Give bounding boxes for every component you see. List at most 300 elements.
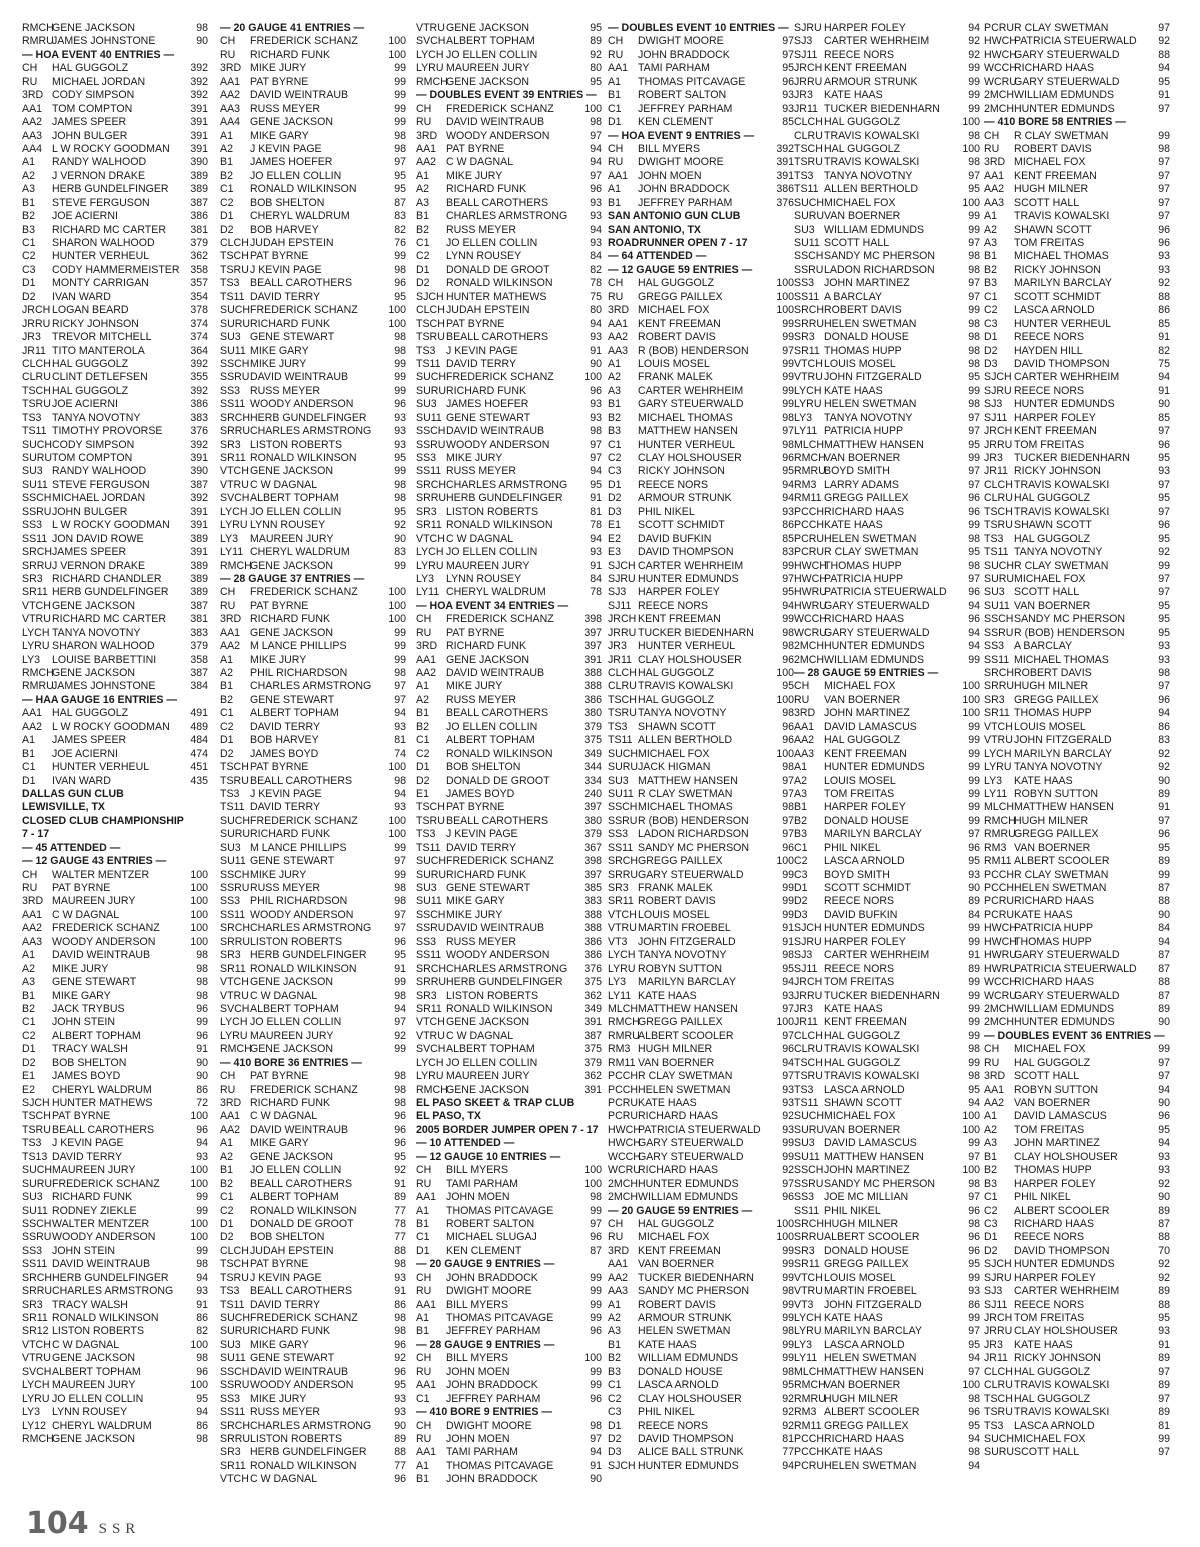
score: 98 xyxy=(968,156,980,169)
class-code: D1 xyxy=(984,1231,998,1244)
result-row xyxy=(794,680,980,693)
score: 93 xyxy=(968,868,980,881)
shooter-name: JOHN BRADDOCK xyxy=(638,48,730,61)
class-code: D2 xyxy=(220,1231,234,1244)
shooter-name: RODNEY ZIEKLE xyxy=(52,1204,137,1217)
score: 99 xyxy=(968,814,980,827)
score: 99 xyxy=(394,640,406,653)
score: 96 xyxy=(590,1231,602,1244)
result-row xyxy=(22,22,208,35)
result-row xyxy=(794,895,980,908)
score: 98 xyxy=(590,1191,602,1204)
shooter-name: WILLIAM EDMUNDS xyxy=(638,1352,739,1365)
shooter-name: DAVID TERRY xyxy=(446,841,517,854)
shooter-name: JAMES HOEFER xyxy=(446,398,529,411)
class-code: SR11 xyxy=(22,1312,48,1324)
score: 95 xyxy=(1158,626,1170,639)
shooter-name: LADON RICHARDSON xyxy=(824,263,935,276)
shooter-name: JOHN MARTINEZ xyxy=(824,707,910,720)
result-row xyxy=(984,976,1170,989)
result-row xyxy=(984,600,1170,613)
shooter-name: JOE ACIERNI xyxy=(52,398,118,411)
result-row xyxy=(608,640,794,653)
result-row xyxy=(794,1366,980,1379)
event-header: — 20 GAUGE 9 ENTRIES — xyxy=(416,1258,555,1271)
result-row xyxy=(220,748,406,761)
class-code: VTRU xyxy=(608,922,637,935)
class-code: B3 xyxy=(608,425,621,438)
class-code: CLCH xyxy=(220,237,249,249)
score: 98 xyxy=(394,895,406,908)
shooter-name: JAMES JOHNSTONE xyxy=(52,680,156,693)
class-code: SJ11 xyxy=(794,962,818,975)
class-code: SSRU xyxy=(608,814,638,827)
score: 99 xyxy=(394,868,406,881)
score: 85 xyxy=(1158,411,1170,424)
result-row xyxy=(220,1084,406,1097)
result-row xyxy=(220,775,406,788)
shooter-name: TANYA NOVOTNY xyxy=(52,411,141,424)
class-code: CLCH xyxy=(22,357,51,370)
score: 89 xyxy=(968,895,980,908)
result-row xyxy=(22,385,208,398)
class-code: RM11 xyxy=(608,1056,636,1069)
class-code: C1 xyxy=(794,841,808,854)
score: 392 xyxy=(190,357,208,370)
result-row xyxy=(984,1339,1170,1352)
score: 98 xyxy=(394,1325,406,1338)
class-code: TSCH xyxy=(794,1056,823,1069)
class-code: WCCH xyxy=(794,613,827,626)
class-code: LY11 xyxy=(416,586,440,599)
result-row xyxy=(984,143,1170,156)
result-row xyxy=(794,197,980,210)
shooter-name: LOUIS MOSEL xyxy=(824,774,896,787)
score: 99 xyxy=(782,1244,794,1257)
shooter-name: JOHN MARTINEZ xyxy=(1014,1137,1100,1150)
score: 391 xyxy=(190,546,208,559)
shooter-name: ALBERT TOPHAM xyxy=(446,1043,535,1056)
result-row xyxy=(22,1030,208,1043)
class-code: RU xyxy=(220,48,236,61)
result-row xyxy=(416,694,602,707)
result-row xyxy=(984,560,1170,573)
class-code: D2 xyxy=(794,895,808,908)
shooter-name: WILLIAM EDMUNDS xyxy=(638,1191,739,1204)
result-row xyxy=(984,197,1170,210)
shooter-name: FRANK MALEK xyxy=(638,371,713,384)
shooter-name: TOM FREITAS xyxy=(1014,438,1085,451)
result-row xyxy=(608,156,794,169)
result-row xyxy=(608,788,794,801)
shooter-name: LOUIS MOSEL xyxy=(824,357,896,370)
score: 84 xyxy=(1158,922,1170,935)
result-row xyxy=(22,331,208,344)
shooter-name: BILL MYERS xyxy=(446,1164,509,1177)
result-row xyxy=(220,1003,406,1016)
score: 97 xyxy=(782,1002,794,1015)
class-code: TS3 xyxy=(220,277,240,290)
result-row xyxy=(794,1379,980,1392)
class-code: PCRU xyxy=(608,1097,639,1109)
class-code: SR3 xyxy=(220,1446,241,1459)
shooter-name: BEALL CAROTHERS xyxy=(446,707,549,720)
shooter-name: CHERYL WALDRUM xyxy=(250,546,350,559)
score: 94 xyxy=(968,1459,980,1472)
class-code: SS3 xyxy=(220,384,241,397)
score: 95 xyxy=(1158,841,1170,854)
shooter-name: MONTY CARRIGAN xyxy=(52,277,149,290)
shooter-name: RICHARD FUNK xyxy=(250,1325,331,1338)
shooter-name: STEVE FERGUSON xyxy=(52,478,150,491)
score: 93 xyxy=(590,411,602,424)
result-row xyxy=(416,358,602,371)
shooter-name: DAVID TERRY xyxy=(250,720,321,733)
score: 98 xyxy=(782,949,794,962)
shooter-name: RICHARD FUNK xyxy=(446,868,527,881)
class-code: VTRU xyxy=(22,613,51,626)
result-row xyxy=(984,170,1170,183)
class-code: VTCH xyxy=(22,599,51,612)
class-code: SURU xyxy=(22,452,53,464)
score: 99 xyxy=(968,1016,980,1029)
result-row xyxy=(22,627,208,640)
class-code: SJCH xyxy=(608,559,636,572)
result-row xyxy=(608,1110,794,1123)
result-row xyxy=(794,963,980,976)
score: 89 xyxy=(1158,787,1170,800)
result-row xyxy=(22,1406,208,1419)
class-code: 3RD xyxy=(220,62,242,75)
score: 100 xyxy=(776,667,794,679)
result-row xyxy=(794,1124,980,1137)
shooter-name: KENT FREEMAN xyxy=(638,1244,721,1257)
score: 99 xyxy=(394,626,406,639)
result-row xyxy=(794,801,980,814)
shooter-name: PAT BYRNE xyxy=(250,1258,309,1271)
result-row xyxy=(416,546,602,559)
score: 100 xyxy=(190,868,208,881)
result-row xyxy=(794,586,980,599)
score: 82 xyxy=(394,223,406,236)
score: 75 xyxy=(590,290,602,303)
shooter-name: DAVID THOMPSON xyxy=(638,546,734,559)
class-code: SS11 xyxy=(22,532,48,545)
score: 383 xyxy=(584,895,602,908)
result-row xyxy=(22,210,208,223)
result-row xyxy=(984,828,1170,841)
shooter-name: DAVID WEINTRAUB xyxy=(250,89,349,102)
score: 99 xyxy=(782,882,794,894)
result-row xyxy=(220,1406,406,1419)
class-code: B1 xyxy=(220,680,233,693)
shooter-name: BOB SHELTON xyxy=(250,1231,325,1244)
class-code: LYRU xyxy=(794,1325,822,1338)
shooter-name: GENE JACKSON xyxy=(446,1016,530,1029)
shooter-name: MICHAEL FOX xyxy=(638,304,710,317)
score: 435 xyxy=(190,774,208,787)
shooter-name: MARILYN BARCLAY xyxy=(638,976,736,989)
score: 91 xyxy=(782,922,794,935)
score: 78 xyxy=(590,586,602,599)
class-code: SRRU xyxy=(984,680,1015,693)
result-row xyxy=(984,130,1170,143)
class-code: CLCH xyxy=(984,1365,1013,1378)
shooter-name: RICHARD HAAS xyxy=(824,1432,905,1445)
shooter-name: DAVID WEINTRAUB xyxy=(250,1365,349,1378)
shooter-name: TANYA NOVOTNY xyxy=(1014,546,1103,559)
result-row xyxy=(794,519,980,532)
result-row xyxy=(984,680,1170,693)
score: 386 xyxy=(776,183,794,196)
score: 99 xyxy=(968,787,980,800)
class-code: B2 xyxy=(220,169,233,182)
class-code: SR11 xyxy=(794,344,820,357)
score: 344 xyxy=(584,761,602,774)
class-code: TS3 xyxy=(794,169,814,182)
score: 94 xyxy=(590,317,602,330)
shooter-name: KATE HAAS xyxy=(1014,1338,1073,1351)
shooter-name: TRAVIS KOWALSKI xyxy=(824,129,920,142)
shooter-name: DWIGHT MOORE xyxy=(446,1285,532,1298)
shooter-name: HUNTER MATHEWS xyxy=(52,1097,153,1109)
shooter-name: J VERNON DRAKE xyxy=(52,559,146,572)
shooter-name: FREDERICK SCHANZ xyxy=(446,855,554,868)
result-row xyxy=(220,882,406,895)
club-heading: SAN ANTONIO GUN CLUB xyxy=(608,210,741,223)
shooter-name: HELEN SWETMAN xyxy=(1014,882,1107,894)
result-row xyxy=(22,775,208,788)
class-code: LY3 xyxy=(984,774,1003,787)
class-code: C2 xyxy=(416,747,430,760)
result-row xyxy=(984,1137,1170,1150)
class-code: SSCH xyxy=(984,613,1014,626)
shooter-name: J KEVIN PAGE xyxy=(250,263,322,276)
result-row xyxy=(416,1446,602,1459)
class-code: RM11 xyxy=(794,1419,822,1432)
event-header: — HAA GAUGE 16 ENTRIES — xyxy=(22,693,178,706)
result-row xyxy=(416,1043,602,1056)
shooter-name: HUNTER EDMUNDS xyxy=(1014,102,1115,115)
shooter-name: TUCKER BIEDENHARN xyxy=(638,626,754,639)
class-code: SR11 xyxy=(416,519,442,532)
score: 94 xyxy=(1158,1083,1170,1096)
result-row xyxy=(416,1178,602,1191)
result-row xyxy=(608,1178,794,1191)
class-code: A1 xyxy=(22,156,35,169)
shooter-name: JUDAH EPSTEIN xyxy=(250,1244,334,1257)
class-code: CLCH xyxy=(608,667,637,679)
result-row xyxy=(794,1406,980,1419)
result-row xyxy=(416,22,602,35)
shooter-name: VAN BOERNER xyxy=(1014,599,1091,612)
shooter-name: LOUIS MOSEL xyxy=(638,357,710,370)
score: 392 xyxy=(190,75,208,88)
score: 97 xyxy=(1158,183,1170,196)
result-row xyxy=(416,35,602,48)
page-number: 104 xyxy=(26,1506,89,1541)
result-row xyxy=(416,210,602,223)
shooter-name: JON DAVID ROWE xyxy=(52,532,144,545)
shooter-name: RICHARD HAAS xyxy=(824,613,905,626)
class-code: CH xyxy=(608,1217,624,1230)
class-code: SJRU xyxy=(984,384,1012,397)
score: 91 xyxy=(1158,1338,1170,1351)
result-row xyxy=(220,976,406,989)
event-header: — 20 GAUGE 59 ENTRIES — xyxy=(608,1204,753,1217)
score: 100 xyxy=(190,922,208,935)
shooter-name: RICKY JOHNSON xyxy=(638,465,725,478)
shooter-name: JO ELLEN COLLIN xyxy=(446,720,538,733)
score: 397 xyxy=(584,868,602,881)
class-code: C3 xyxy=(22,263,36,276)
class-code: TSRU xyxy=(608,707,637,720)
shooter-name: J KEVIN PAGE xyxy=(250,1271,322,1284)
score: 94 xyxy=(968,626,980,639)
shooter-name: KATE HAAS xyxy=(824,519,883,532)
shooter-name: MIKE JURY xyxy=(250,653,307,666)
result-row xyxy=(220,479,406,492)
shooter-name: KATE HAAS xyxy=(824,384,883,397)
result-row xyxy=(220,358,406,371)
shooter-name: HELEN SWETMAN xyxy=(638,1083,731,1096)
class-code: AA1 xyxy=(22,707,43,720)
score: 93 xyxy=(394,425,406,438)
score: 92 xyxy=(782,1392,794,1405)
score: 97 xyxy=(1158,196,1170,209)
result-row xyxy=(794,1057,980,1070)
result-row xyxy=(22,640,208,653)
score: 93 xyxy=(1158,1164,1170,1177)
result-row xyxy=(220,237,406,250)
class-code: RU xyxy=(416,1177,432,1190)
shooter-name: HERB GUNDELFINGER xyxy=(52,586,169,599)
class-code: A2 xyxy=(22,169,35,182)
result-row xyxy=(608,1097,794,1110)
class-code: SS3 xyxy=(794,1191,815,1204)
score: 95 xyxy=(782,62,794,75)
result-row xyxy=(794,318,980,331)
class-code: C2 xyxy=(984,1204,998,1217)
result-row xyxy=(416,197,602,210)
shooter-name: TANYA NOVOTNY xyxy=(638,949,727,962)
class-code: PCCH xyxy=(984,882,1015,894)
score: 96 xyxy=(968,505,980,518)
class-code: SVCH xyxy=(220,492,250,505)
score: 86 xyxy=(394,1298,406,1311)
class-code: AA2 xyxy=(608,331,629,344)
score: 100 xyxy=(388,304,406,317)
result-row xyxy=(794,1110,980,1123)
score: 98 xyxy=(968,1446,980,1459)
class-code: B3 xyxy=(984,277,997,290)
result-row xyxy=(984,1312,1170,1325)
score: 77 xyxy=(394,1459,406,1472)
shooter-name: PATRICIA STEUERWALD xyxy=(824,586,947,599)
class-code: A1 xyxy=(608,357,621,370)
shooter-name: DAVID WEINTRAUB xyxy=(250,1123,349,1136)
shooter-name: MAUREEN JURY xyxy=(446,559,530,572)
class-code: C3 xyxy=(608,1406,622,1419)
shooter-name: SHARON WALHOOD xyxy=(52,640,155,653)
result-row xyxy=(22,1191,208,1204)
event-header: — 410 BORE 9 ENTRIES — xyxy=(416,1406,552,1419)
result-row xyxy=(794,775,980,788)
score: 94 xyxy=(782,976,794,989)
result-row xyxy=(22,1420,208,1433)
class-code: SS3 xyxy=(220,895,241,908)
result-row xyxy=(220,990,406,1003)
score: 99 xyxy=(782,1352,794,1365)
class-code: AA1 xyxy=(608,1258,629,1271)
shooter-name: HUNTER EDMUNDS xyxy=(824,640,925,653)
result-row xyxy=(984,237,1170,250)
score: 381 xyxy=(190,613,208,626)
class-code: AA3 xyxy=(984,196,1005,209)
result-row xyxy=(22,62,208,75)
score: 96 xyxy=(394,1365,406,1378)
result-row xyxy=(220,170,406,183)
score: 81 xyxy=(394,734,406,747)
shooter-name: LARRY ADAMS xyxy=(824,478,899,491)
result-row xyxy=(794,143,980,156)
class-code: RMCH xyxy=(416,75,448,88)
shooter-name: DONALD DE GROOT xyxy=(250,1217,354,1230)
result-row xyxy=(22,1205,208,1218)
shooter-name: TRAVIS KOWALSKI xyxy=(638,680,734,693)
shooter-name: JO ELLEN COLLIN xyxy=(250,1164,342,1177)
score: 99 xyxy=(968,210,980,223)
shooter-name: HAL GUGGOLZ xyxy=(52,707,129,720)
class-code: 3RD xyxy=(416,640,438,653)
score: 96 xyxy=(968,841,980,854)
class-code: RMCH xyxy=(794,452,826,464)
class-code: TSRU xyxy=(984,1406,1013,1419)
shooter-name: DAVID BUFKIN xyxy=(638,532,712,545)
shooter-name: CHARLES ARMSTRONG xyxy=(446,210,568,223)
result-row xyxy=(794,35,980,48)
result-row xyxy=(220,1379,406,1392)
result-row xyxy=(608,1191,794,1204)
result-row xyxy=(608,1299,794,1312)
result-row xyxy=(984,1352,1170,1365)
result-row xyxy=(22,1110,208,1123)
score: 389 xyxy=(190,586,208,599)
shooter-name: ROBERT DAVIS xyxy=(1014,142,1092,155)
score: 87 xyxy=(1158,949,1170,962)
shooter-name: JACK HIGMAN xyxy=(638,761,711,774)
score: 95 xyxy=(590,75,602,88)
score: 94 xyxy=(782,1056,794,1069)
score: 92 xyxy=(968,48,980,61)
event-header: — 64 ATTENDED — xyxy=(608,250,707,263)
result-row xyxy=(22,398,208,411)
result-row xyxy=(608,533,794,546)
shooter-name: TRAVIS KOWALSKI xyxy=(824,1070,920,1083)
shooter-name: PAT BYRNE xyxy=(250,250,309,263)
score: 93 xyxy=(1158,1325,1170,1338)
score: 98 xyxy=(968,344,980,357)
score: 99 xyxy=(782,1298,794,1311)
shooter-name: THOMAS PITCAVAGE xyxy=(446,1459,554,1472)
score: 98 xyxy=(394,129,406,142)
result-row xyxy=(220,761,406,774)
shooter-name: JOHN BRADDOCK xyxy=(446,1473,538,1486)
class-code: SUCH xyxy=(22,438,53,451)
shooter-name: DAVID LAMASCUS xyxy=(824,1137,917,1150)
shooter-name: LASCA ARNOLD xyxy=(638,1379,719,1392)
result-row xyxy=(220,76,406,89)
